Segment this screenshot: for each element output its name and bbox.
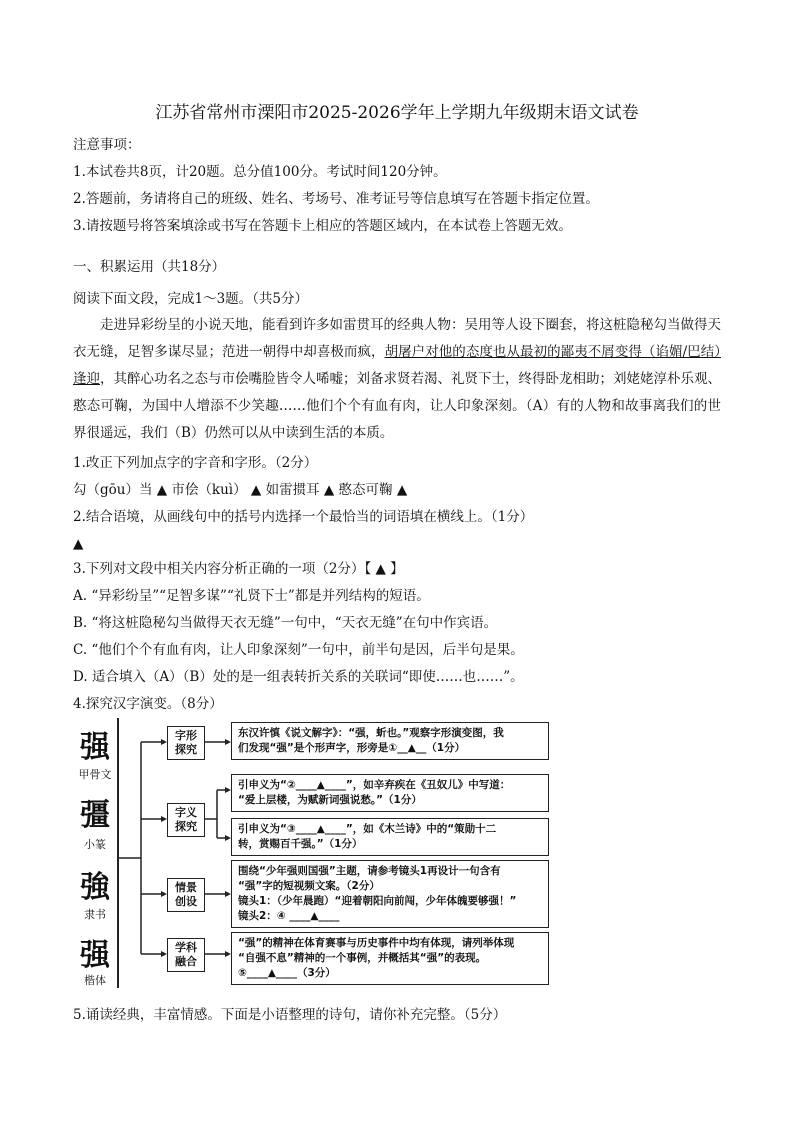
question-1-items: 勾（gōu）当 ▲ 市侩（kuì） ▲ 如雷掼耳 ▲ 憨态可鞠 ▲ xyxy=(73,482,408,498)
node-scenario-creation: 情景 创设 xyxy=(167,878,205,912)
question-5: 5.诵读经典，丰富情感。下面是小语整理的诗句，请你补充完整。（5分） xyxy=(73,1007,507,1023)
notice-item: 2.答题前，务请将自己的班级、姓名、考场号、准考证号等信息填写在答题卡指定位置。 xyxy=(73,191,599,207)
character-evolution-diagram xyxy=(73,718,551,988)
form-inquiry-box: 东汉许慎《说文解字》：“强，蚚也。”观察字形演变图，我 们发现“强”是个形声字，形旁是①__▲__（1分） xyxy=(231,722,549,760)
meaning-box-1: 引申义为“②____▲____”，如辛弃疾在《丑奴儿》中写道： “爱上层楼，为赋新词强说愁。”（1分） xyxy=(231,774,549,812)
passage-intro: 阅读下面文段，完成1～3题。（共5分） xyxy=(73,291,309,307)
node-subject-integration: 学科 融合 xyxy=(167,938,205,972)
glyph-label: 小篆 xyxy=(84,838,106,851)
node-meaning-inquiry: 字义 探究 xyxy=(167,803,205,837)
node-form-inquiry: 字形 探究 xyxy=(167,726,205,760)
option-a: A. “异彩纷呈”“足智多谋”“礼贤下士”都是并列结构的短语。 xyxy=(73,588,430,604)
section-heading: 一、积累运用（共18分） xyxy=(73,259,226,275)
glyph-label: 甲骨文 xyxy=(78,768,112,781)
question-1: 1.改正下列加点字的字音和字形。（2分） xyxy=(73,455,318,471)
passage-text: 走进异彩纷呈的小说天地，能看到许多如雷贯耳的经典人物：吴用等人设下圈套，将这桩隐秘勾当做得天衣无缝，足智多谋尽显；范进一朝得中却喜极而疯， xyxy=(73,317,721,360)
regular-glyph: 强 xyxy=(80,938,110,973)
glyph-label: 楷体 xyxy=(84,974,106,987)
notice-item: 3.请按题号将答案填涂或书写在答题卡上相应的答题区域内，在本试卷上答题无效。 xyxy=(73,218,572,234)
exam-title: 江苏省常州市溧阳市2025-2026学年上学期九年级期末语文试卷 xyxy=(155,103,639,123)
glyph-label: 隶书 xyxy=(84,908,106,921)
integration-box: “强”的精神在体育赛事与历史事件中均有体现，请列举体现 “自强不息”精神的一个事例，并概括其“强”的表现。 ⑤____▲____（3分） xyxy=(231,932,549,985)
option-c: C. “他们个个有血有肉，让人印象深刻”一句中，前半句是因，后半句是果。 xyxy=(73,642,524,658)
notice-item: 1.本试卷共8页，计20题。总分值100分。考试时间120分钟。 xyxy=(73,164,447,180)
notice-heading: 注意事项： xyxy=(73,137,141,153)
reading-passage xyxy=(73,312,721,447)
answer-blank: ▲ xyxy=(73,536,84,552)
question-4: 4.探究汉字演变。（8分） xyxy=(73,696,223,712)
passage-text: ，其醉心功名之态与市侩嘴脸皆令人唏嘘；刘备求贤若渴、礼贤下士，终得卧龙相助；刘姥姥淳朴乐观、憨态可鞠，为国中人增添不少笑趣……他们个个有血有肉，让人印象深刻。（A）有的人物和故事离我们的世界很遥远，我们（B）仍然可以从中读到生活的本质。 xyxy=(73,371,721,441)
question-2: 2.结合语境，从画线句中的括号内选择一个最恰当的词语填在横线上。（1分） xyxy=(73,509,534,525)
question-3: 3.下列对文段中相关内容分析正确的一项（2分）【 ▲ 】 xyxy=(73,561,404,577)
underlined-sentence: 胡屠户对他的态度也从最初的鄙夷不屑变得（谄媚/巴结）逢迎 xyxy=(73,344,721,387)
clerical-glyph: 強 xyxy=(80,870,110,905)
oracle-bone-glyph: 强 xyxy=(80,730,110,765)
meaning-box-2: 引申义为“③____▲____”，如《木兰诗》中的“策勋十二 转，赏赐百千强。”（1分） xyxy=(231,818,549,856)
scenario-box: 围绕“少年强则国强”主题，请参考镜头1再设计一句含有 “强”字的短视频文案。（2分） 镜头1：（少年晨跑）“迎着朝阳向前闯，少年体魄要够强！” 镜头2：④ ____▲____ xyxy=(231,860,549,928)
option-d: D. 适合填入（A）（B）处的是一组表转折关系的关联词“即使……也……”。 xyxy=(73,669,524,685)
small-seal-glyph: 彊 xyxy=(80,798,110,833)
option-b: B. “将这桩隐秘勾当做得天衣无缝”一句中，“天衣无缝”在句中作宾语。 xyxy=(73,615,498,631)
